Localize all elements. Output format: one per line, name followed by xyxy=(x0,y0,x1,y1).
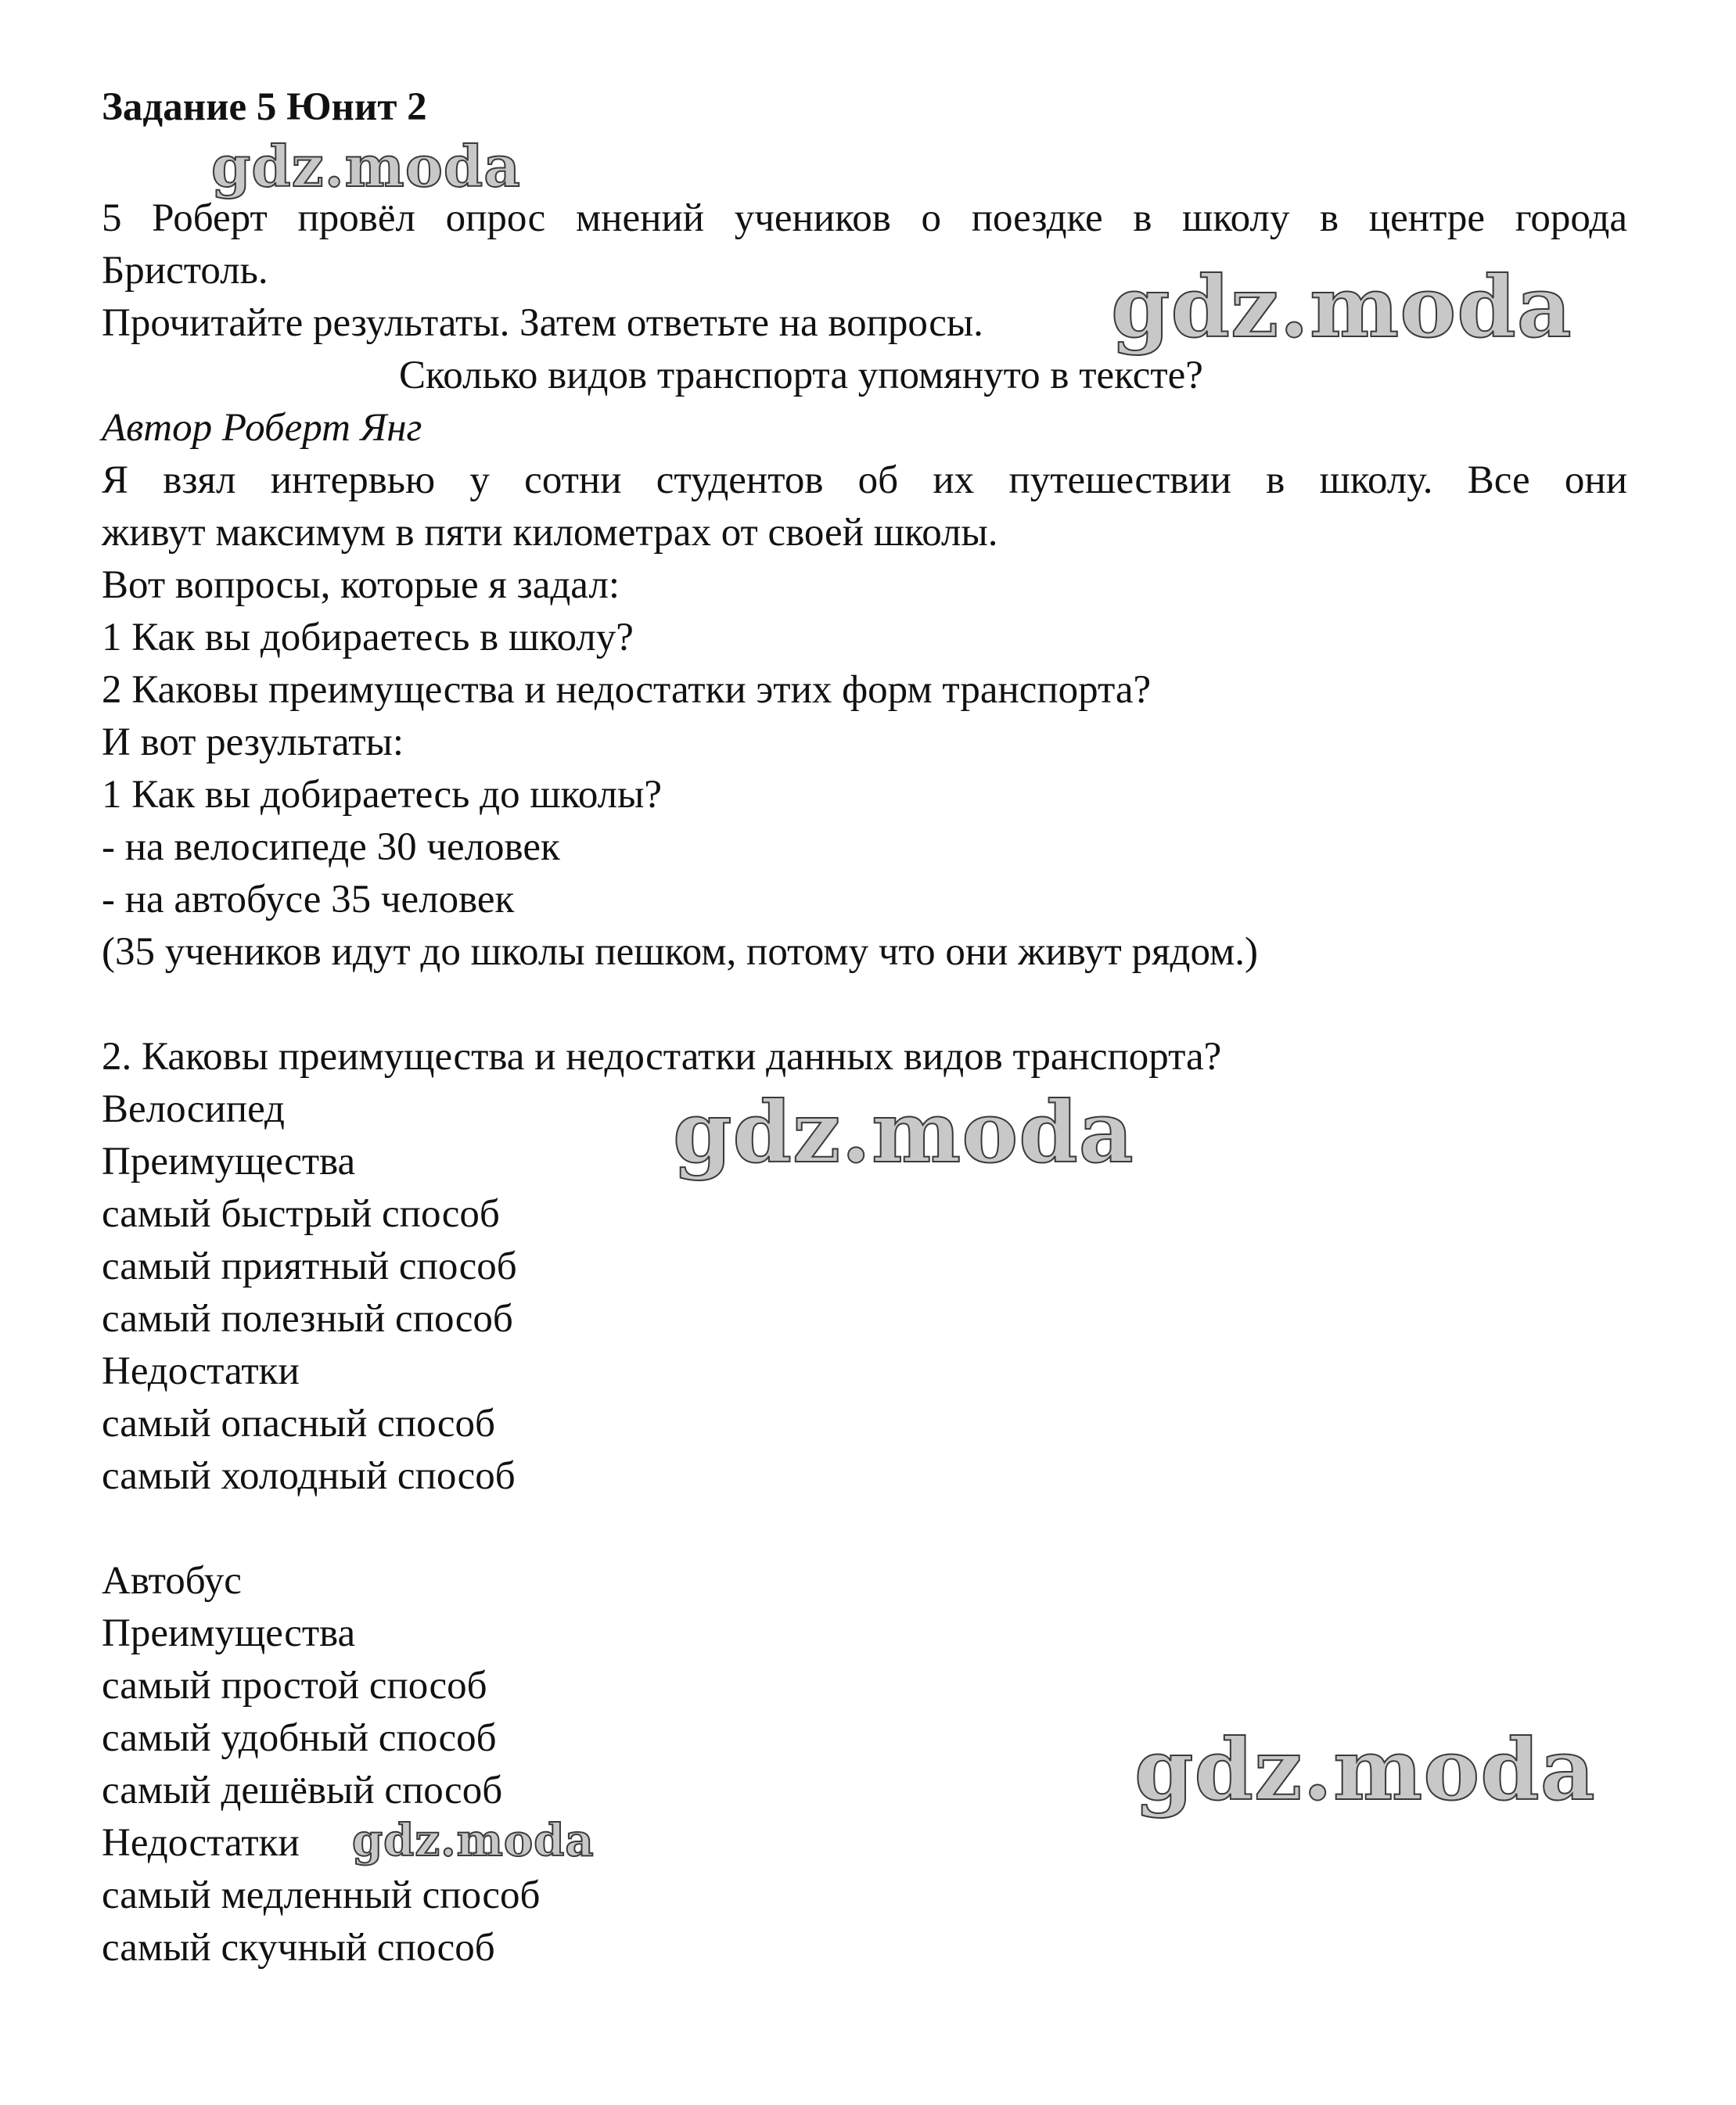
bike-pro-item: самый приятный способ xyxy=(102,1245,517,1288)
paragraph-line-1: Я взял интервью у сотни студентов об их путешествии в школу. Все они xyxy=(102,458,1627,502)
watermark-logo: gdz.moda xyxy=(211,133,521,199)
bus-pros-label: Преимущества xyxy=(102,1611,356,1655)
question-1: 1 Как вы добираетесь в школу? xyxy=(102,616,634,659)
intro-question: Сколько видов транспорта упомянуто в тексте? xyxy=(399,354,1203,397)
bike-con-item: самый опасный способ xyxy=(102,1402,495,1446)
bike-pros-label: Преимущества xyxy=(102,1140,356,1184)
result-1-bike: - на велосипеде 30 человек xyxy=(102,825,560,869)
watermark-logo: gdz.moda xyxy=(1134,1721,1596,1819)
question-2: 2 Каковы преимущества и недостатки этих форм транспорта? xyxy=(102,668,1152,712)
bus-pro-item: самый дешёвый способ xyxy=(102,1769,503,1812)
result-2-title: 2. Каковы преимущества и недостатки данных видов транспорта? xyxy=(102,1035,1222,1079)
bus-pro-item: самый простой способ xyxy=(102,1664,487,1708)
bus-cons-label: Недостатки xyxy=(102,1821,300,1865)
bus-con-item: самый скучный способ xyxy=(102,1926,495,1970)
paragraph-line-2: живут максимум в пяти километрах от своей школы. xyxy=(102,511,998,555)
watermark-logo: gdz.moda xyxy=(352,1815,595,1866)
bike-pro-item: самый полезный способ xyxy=(102,1297,513,1341)
intro-line-3: Прочитайте результаты. Затем ответьте на вопросы. xyxy=(102,301,983,345)
results-intro: И вот результаты: xyxy=(102,720,404,764)
result-1-walk: (35 учеников идут до школы пешком, потому что они живут рядом.) xyxy=(102,930,1259,974)
bike-pro-item: самый быстрый способ xyxy=(102,1192,500,1236)
bike-con-item: самый холодный способ xyxy=(102,1454,516,1498)
bike-heading: Велосипед xyxy=(102,1087,286,1131)
result-1-bus: - на автобусе 35 человек xyxy=(102,878,515,921)
questions-intro: Вот вопросы, которые я задал: xyxy=(102,563,620,607)
intro-line-1: 5 Роберт провёл опрос мнений учеников о поездке в школу в центре города xyxy=(102,196,1627,240)
bike-cons-label: Недостатки xyxy=(102,1349,300,1393)
result-1-title: 1 Как вы добираетесь до школы? xyxy=(102,773,662,817)
watermark-logo: gdz.moda xyxy=(1111,258,1572,357)
page-title: Задание 5 Юнит 2 xyxy=(102,85,427,129)
bus-con-item: самый медленный способ xyxy=(102,1873,541,1917)
bus-pro-item: самый удобный способ xyxy=(102,1716,497,1760)
watermark-logo: gdz.moda xyxy=(673,1083,1134,1182)
author-line: Автор Роберт Янг xyxy=(102,406,422,450)
bus-heading: Автобус xyxy=(102,1559,242,1603)
intro-line-2: Бристоль. xyxy=(102,249,268,293)
